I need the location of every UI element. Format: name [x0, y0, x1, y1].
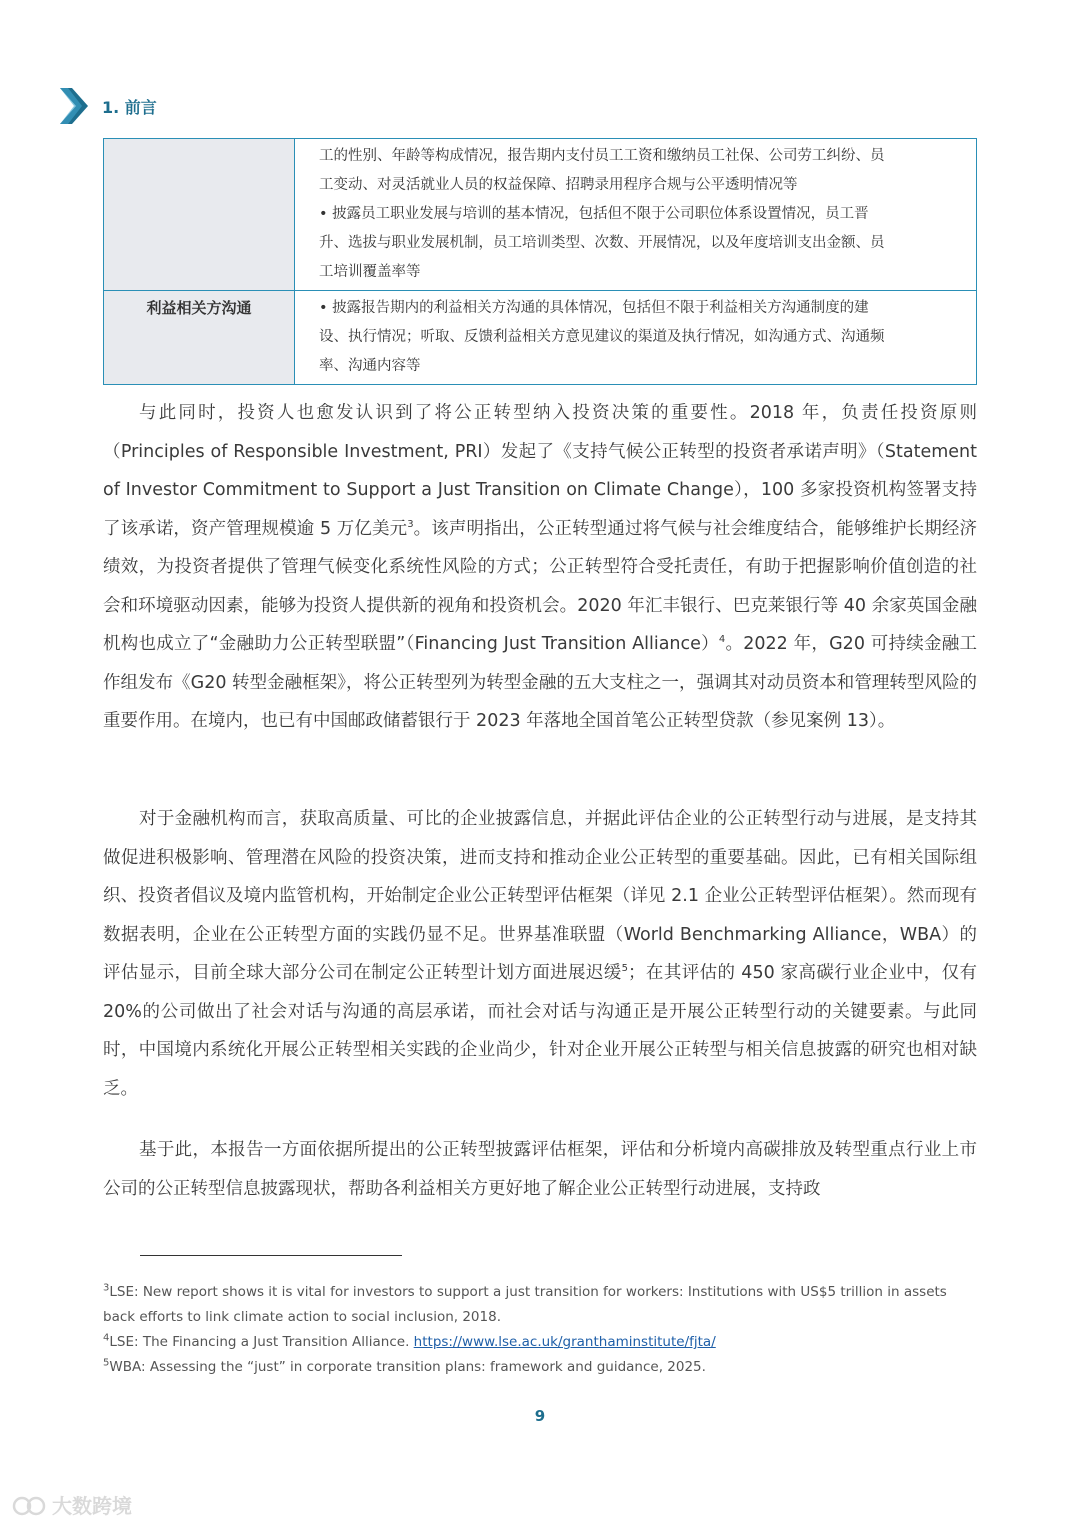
paragraph-financial-institutions: [103, 800, 977, 1108]
table-line: 工变动、对灵活就业人员的权益保障、招聘录用程序合规与公平透明情况等: [319, 177, 798, 193]
footnote-ref: 3: [407, 518, 414, 530]
table-row: [104, 291, 977, 385]
watermark: [12, 1490, 132, 1519]
paragraph-text: ；在其评估的 450 家高碳行业企业中，仅有 20%的公司做出了社会对话与沟通的高层承诺，而社会对话与沟通正是开展公正转型行动的关键要素。与此同时，中国境内系统化开展公正转型相关实践的企业尚少，针对企业开展公正转型与相关信息披露的研究也相对缺乏。: [103, 963, 978, 1099]
section-title: 1. 前言: [102, 97, 157, 117]
page-number: 9: [534, 1407, 546, 1425]
footnote-mark: 3: [103, 1282, 110, 1294]
footnote-divider: [140, 1255, 402, 1256]
table-line: • 披露报告期内的利益相关方沟通的具体情况，包括但不限于利益相关方沟通制度的建: [319, 300, 869, 316]
table-category-cell: [104, 139, 295, 291]
chevron-right-icon: [58, 86, 90, 126]
footnotes: [103, 1280, 983, 1380]
footnote-3: [103, 1280, 983, 1330]
table-description-cell: [295, 139, 977, 291]
paragraph-text: 基于此，本报告一方面依据所提出的公正转型披露评估框架，评估和分析境内高碳排放及转型重点行业上市公司的公正转型信息披露现状，帮助各利益相关方更好地了解企业公正转型行动进展，支持政: [103, 1140, 977, 1199]
table-category-cell: 利益相关方沟通: [104, 291, 295, 385]
table-line: 工的性别、年龄等构成情况，报告期内支付员工工资和缴纳员工社保、公司劳工纠纷、员: [319, 148, 885, 164]
paragraph-report-purpose: [103, 1131, 977, 1208]
footnote-text: LSE: The Financing a Just Transition Alliance.: [109, 1334, 414, 1350]
paragraph-text: 。该声明指出，公正转型通过将气候与社会维度结合，能够维护长期经济绩效，为投资者提供了管理气候变化系统性风险的方式；公正转型符合受托责任，有助于把握影响价值创造的社会和环境驱动因素，能够为投资人提供新的视角和投资机会。2020 年汇丰银行、巴克莱银行等 40 余家英国金融机构也成立了“金融助力公正转型联盟”（Financing Just Transition Alliance）: [103, 518, 977, 654]
footnote-text: LSE: New report shows it is vital for investors to support a just transition for workers: Institutions with US$5 trillion in assets back efforts to link climate action to social inclusion, 2018.: [103, 1284, 947, 1325]
watermark-text: 大数跨境: [52, 1494, 132, 1518]
paragraph-text: 。2022 年，G20 可持续金融工作组发布《G20 转型金融框架》，将公正转型列为转型金融的五大支柱之一，强调其对动员资本和管理转型风险的重要作用。在境内，也已有中国邮政储蓄银行于 2023 年落地全国首笔公正转型贷款（参见案例 13）。: [103, 634, 978, 731]
footnote-ref: 4: [718, 634, 726, 646]
table-description-cell: [295, 291, 977, 385]
table-line: 工培训覆盖率等: [319, 264, 421, 280]
paragraph-text: 与此同时，投资人也愈发认识到了将公正转型纳入投资决策的重要性。2018 年，负责任投资原则（Principles of Responsible Investment, PRI）发起了《支持气候公正转型的投资者承诺声明》（Statement of Investor Commitment to Support a Just Transition on Climate Change），100 多家投资机构签署支持了该承诺，资产管理规模逾 5 万亿美元: [103, 403, 977, 539]
table-line: 升、选拔与职业发展机制，员工培训类型、次数、开展情况，以及年度培训支出金额、员: [319, 235, 885, 251]
table-line: 设、执行情况；听取、反馈利益相关方意见建议的渠道及执行情况，如沟通方式、沟通频: [319, 329, 885, 345]
section-header: [58, 86, 157, 126]
footnote-5: [103, 1355, 983, 1380]
footnote-mark: 5: [103, 1357, 110, 1369]
footnote-mark: 4: [103, 1332, 110, 1344]
table-line: 率、沟通内容等: [319, 358, 421, 374]
footnote-ref: 5: [621, 963, 629, 975]
footnote-4: [103, 1330, 983, 1355]
paragraph-text: 对于金融机构而言，获取高质量、可比的企业披露信息，并据此评估企业的公正转型行动与进展，是支持其做促进积极影响、管理潜在风险的投资决策，进而支持和推动企业公正转型的重要基础。因此，已有相关国际组织、投资者倡议及境内监管机构，开始制定企业公正转型评估框架（详见 2.1 企业公正转型评估框架）。然而现有数据表明，企业在公正转型方面的实践仍显不足。世界基准联盟（World Benchmarking Alliance，WBA）的评估显示，目前全球大部分公司在制定公正转型计划方面进展迟缓: [103, 809, 977, 983]
paragraph-investors: [103, 394, 977, 741]
footnote-link[interactable]: https://www.lse.ac.uk/granthaminstitute/fjta/: [413, 1334, 716, 1350]
watermark-logo-icon: [12, 1492, 48, 1518]
table-row: [104, 139, 977, 291]
disclosure-table: [103, 138, 977, 385]
footnote-text: WBA: Assessing the “just” in corporate transition plans: framework and guidance, 2025.: [109, 1359, 706, 1375]
table-line: • 披露员工职业发展与培训的基本情况，包括但不限于公司职位体系设置情况，员工晋: [319, 206, 869, 222]
